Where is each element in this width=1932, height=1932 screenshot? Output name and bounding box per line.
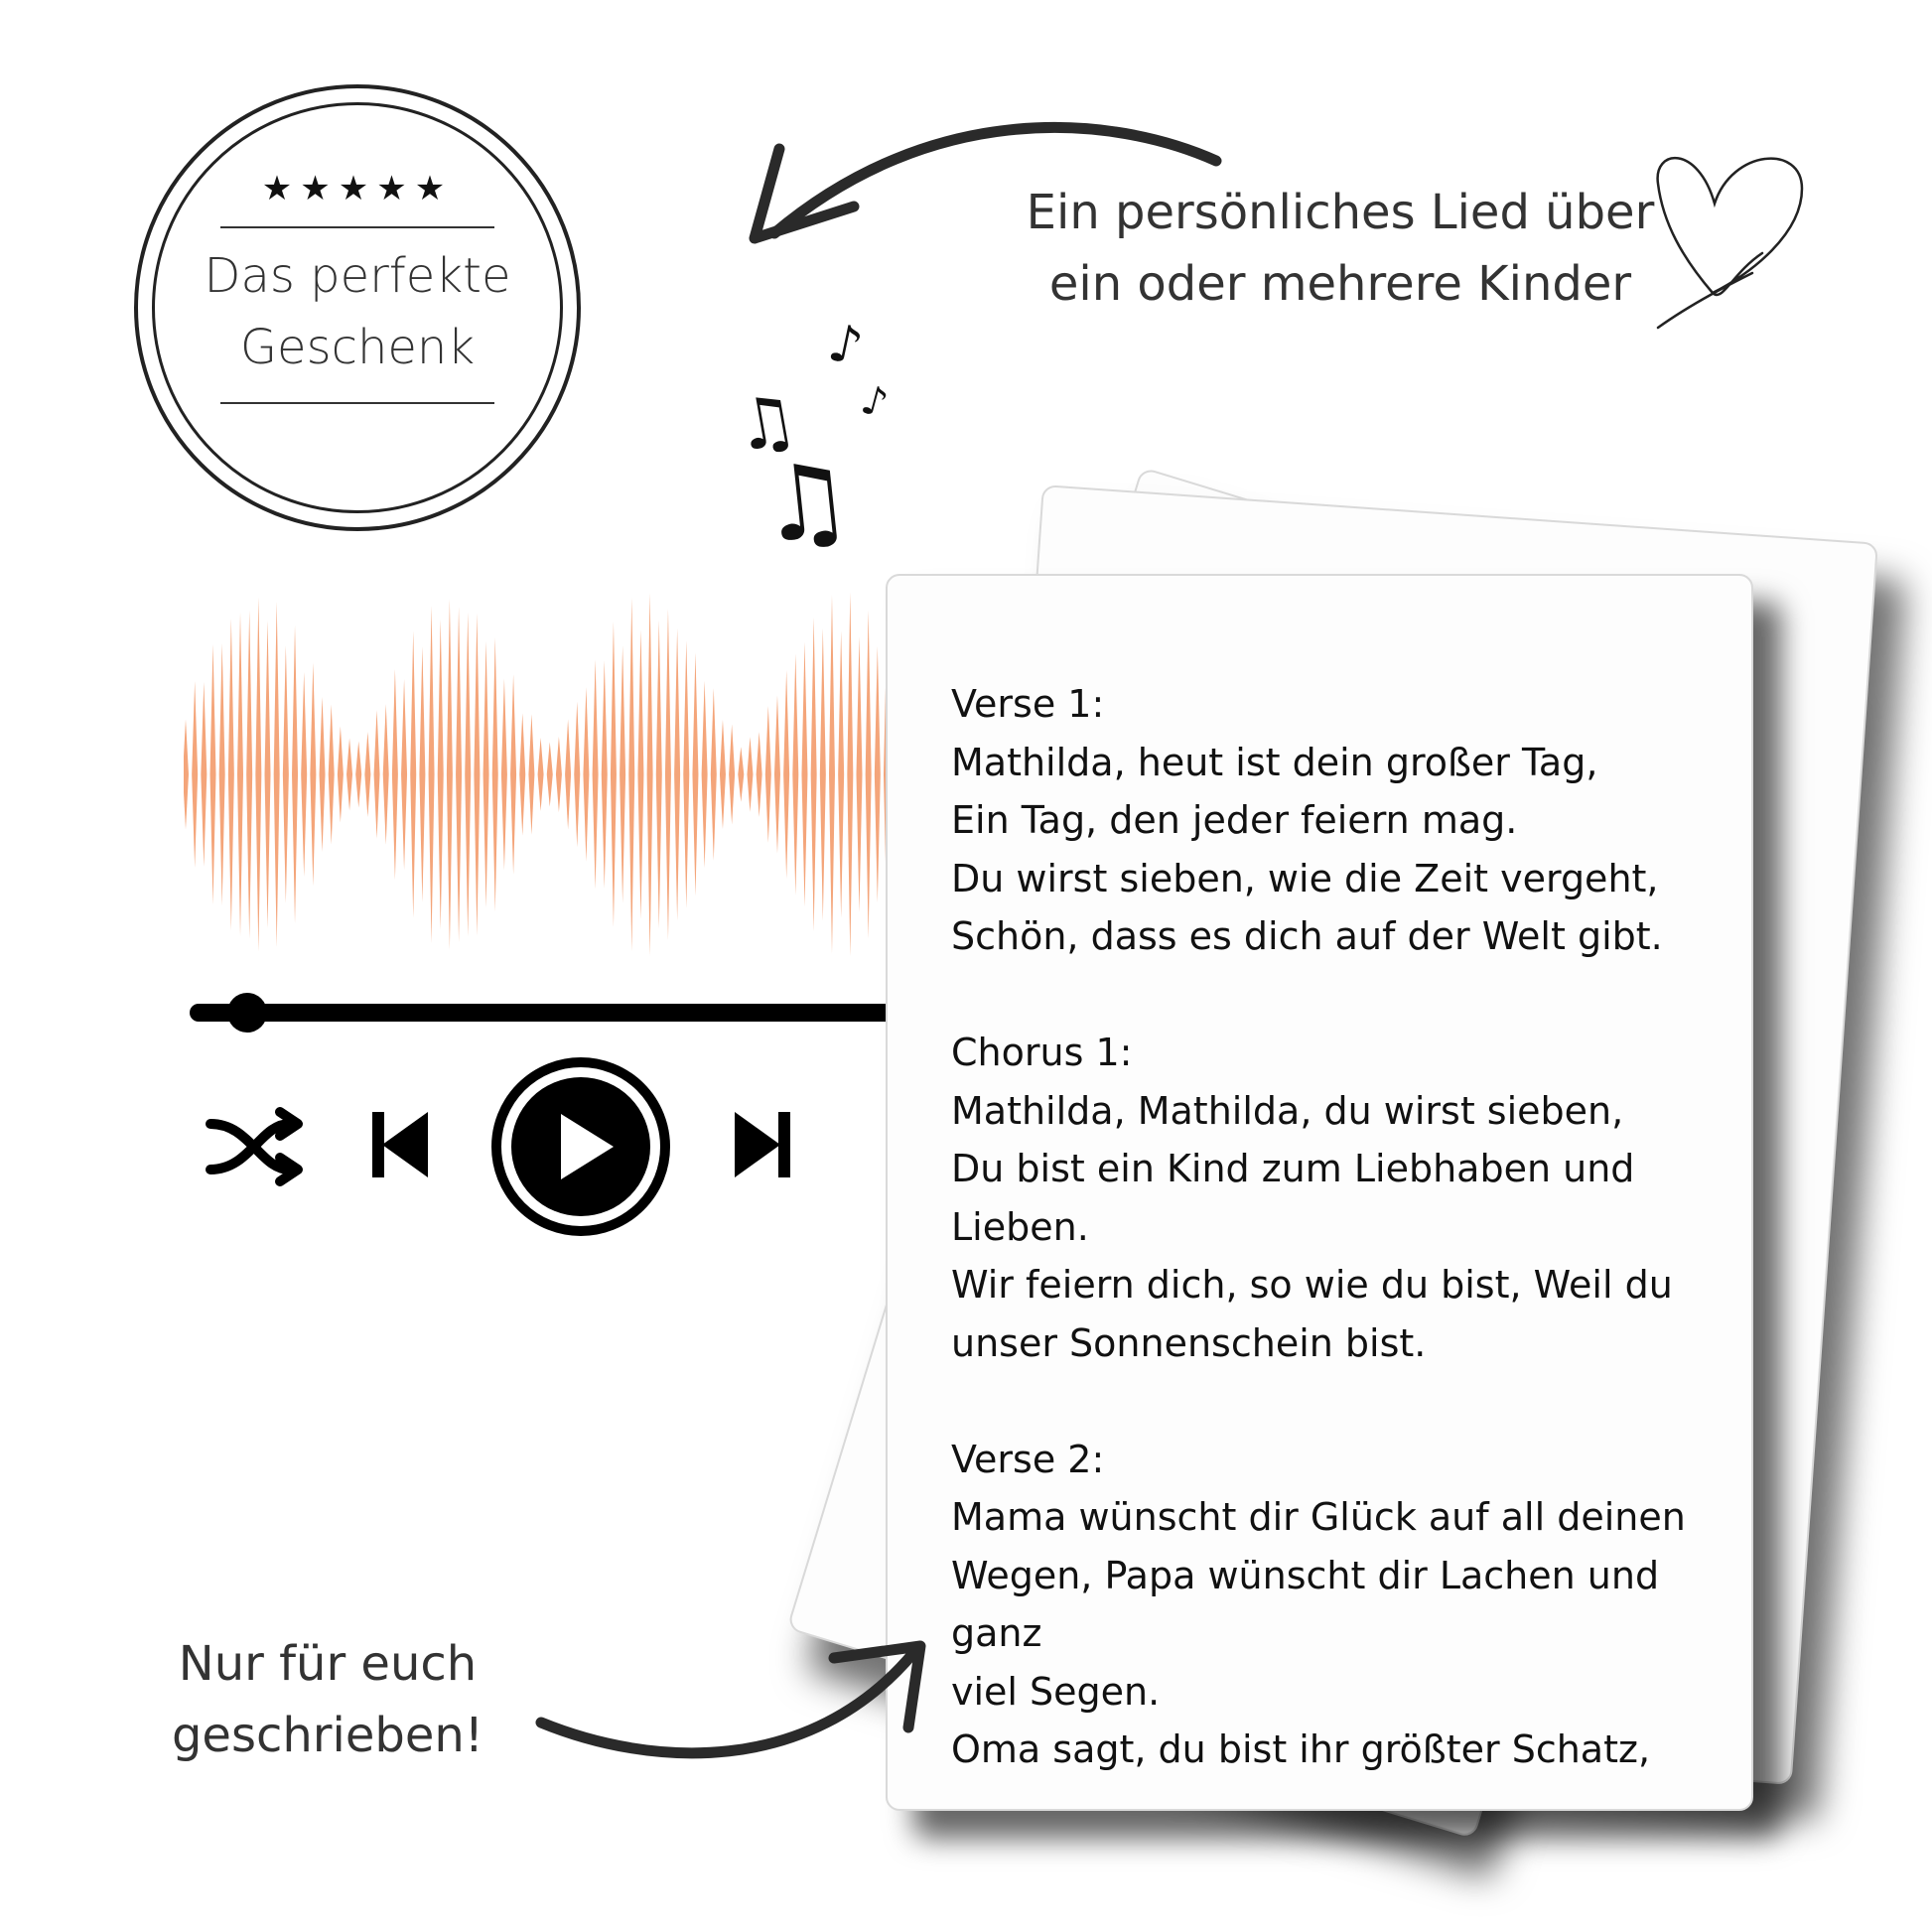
waveform-bar [510,674,516,875]
waveform-bar [201,682,207,867]
waveform-bar [866,611,872,939]
waveform-bar [811,618,817,931]
player-controls [199,1052,844,1241]
waveform-bar [374,710,380,839]
waveform-bar [538,738,544,811]
lyric-card-front [886,574,1753,1811]
waveform-bar [383,704,389,845]
waveform-bar [637,629,643,919]
waveform-bar [547,742,553,806]
waveform-bar [255,598,261,952]
waveform-bar [301,672,307,877]
waveform-bar [611,621,617,926]
waveform-bar [620,645,625,902]
waveform-bar [346,739,352,811]
waveform-bar [465,613,471,936]
waveform-bar [757,732,762,817]
waveform-bar [875,646,881,903]
waveform-bar [565,720,571,830]
waveform-bar [355,741,361,807]
waveform-bar [429,606,435,943]
heart-icon [1653,144,1822,343]
bottom-note [149,1628,506,1771]
music-note-small-icon: ♪ [856,376,894,428]
waveform-bar [338,726,344,822]
rating-stars: ★★★★★ [261,169,454,208]
waveform-bar [692,652,698,896]
music-notes-large-icon: ♫ [753,437,859,568]
waveform-bar [647,593,653,955]
waveform-bar [310,663,316,887]
waveform-bar [447,600,453,950]
waveform-bar [329,705,335,845]
waveform-bar [847,593,853,957]
waveform-bar [456,607,462,942]
waveform-bar [829,595,835,953]
waveform-bar [856,636,862,912]
waveform-bar [265,621,271,928]
waveform-bar [192,681,198,868]
waveform-bar [711,688,717,861]
waveform-bar [729,725,735,825]
waveform-bar [401,679,407,870]
waveform-bar [720,720,726,829]
waveform-bar [674,628,680,920]
waveform-bar [483,641,489,907]
waveform-bar [438,620,444,930]
waveform-bar [184,720,189,830]
waveform-bar [528,714,534,835]
waveform-bar [419,646,425,902]
waveform-bar [656,621,662,928]
waveform-bar [219,643,225,905]
tagline [1013,177,1668,320]
play-button[interactable] [496,1062,665,1231]
badge-divider-top [220,226,494,228]
waveform-bar [665,609,671,940]
note-line-1: Nur für euch [178,1636,478,1692]
waveform-bar [574,702,580,848]
arrow-icon-bottom [531,1628,948,1777]
waveform-bar [492,637,498,911]
waveform-bar [237,613,243,936]
waveform-bar [820,628,826,921]
music-notes-icon: ♫ [728,377,804,469]
tagline-line-1: Ein persönliches Lied über [1026,185,1655,240]
waveform-bar [320,697,326,852]
progress-handle[interactable] [227,993,267,1033]
waveform-bar [410,630,416,917]
waveform-bar [210,644,216,905]
waveform-bar [838,631,844,918]
lyrics-text: Verse 1: Mathilda, heut ist dein großer Tag, Ein Tag, den jeder feiern mag. Du wirst sieben, wie die Zeit vergeht, Schön, dass es dich auf der Welt gibt. Chorus 1: Mathilda, Mathilda, du wirst sieben, Du bist ein Kind zum Liebhaben und Lieben. Wir feiern dich, so wie du bist, Weil du unser Sonnenschein bist. Verse 2: Mama wünscht dir Glück auf all deinen Wegen, Papa wünscht dir Lachen und ganz viel Segen. Oma sagt, du bist ihr größter Schatz, [951,682,1686,1771]
tagline-line-2: ein oder mehrere Kinder [1048,256,1632,312]
waveform-bar [774,695,780,853]
waveform-bar [474,613,480,935]
waveform-bar [683,640,689,908]
waveform-bar [519,713,525,835]
waveform-bar [364,732,370,817]
waveform-bar [583,687,589,862]
waveform-bar [246,611,252,939]
note-line-2: geschrieben! [171,1708,484,1763]
waveform-bar [593,659,599,889]
badge-line-1: Das perfekte [204,248,511,304]
waveform-bar [783,670,789,879]
next-icon[interactable] [735,1112,790,1177]
waveform-bar [801,642,807,907]
waveform-bar [628,598,634,951]
waveform-bar [292,625,298,923]
music-note-icon: ♪ [823,313,869,378]
shuffle-icon[interactable] [210,1112,298,1181]
waveform-bar [602,660,608,889]
badge-divider-bottom [220,402,494,404]
progress-bar[interactable] [189,983,894,1042]
waveform-bar [702,681,708,869]
audio-waveform [184,586,889,963]
waveform-bar [556,737,562,812]
waveform-bar [501,679,507,871]
badge-line-2: Geschenk [239,320,476,375]
waveform-bar [283,645,289,902]
previous-icon[interactable] [372,1112,428,1177]
waveform-bar [738,747,744,801]
waveform-bar [274,602,280,947]
waveform-bar [392,669,398,880]
waveform-bar [765,706,771,843]
waveform-bar [228,619,234,930]
badge-text [169,240,546,383]
waveform-bar [792,654,798,896]
waveform-bar [747,737,753,811]
